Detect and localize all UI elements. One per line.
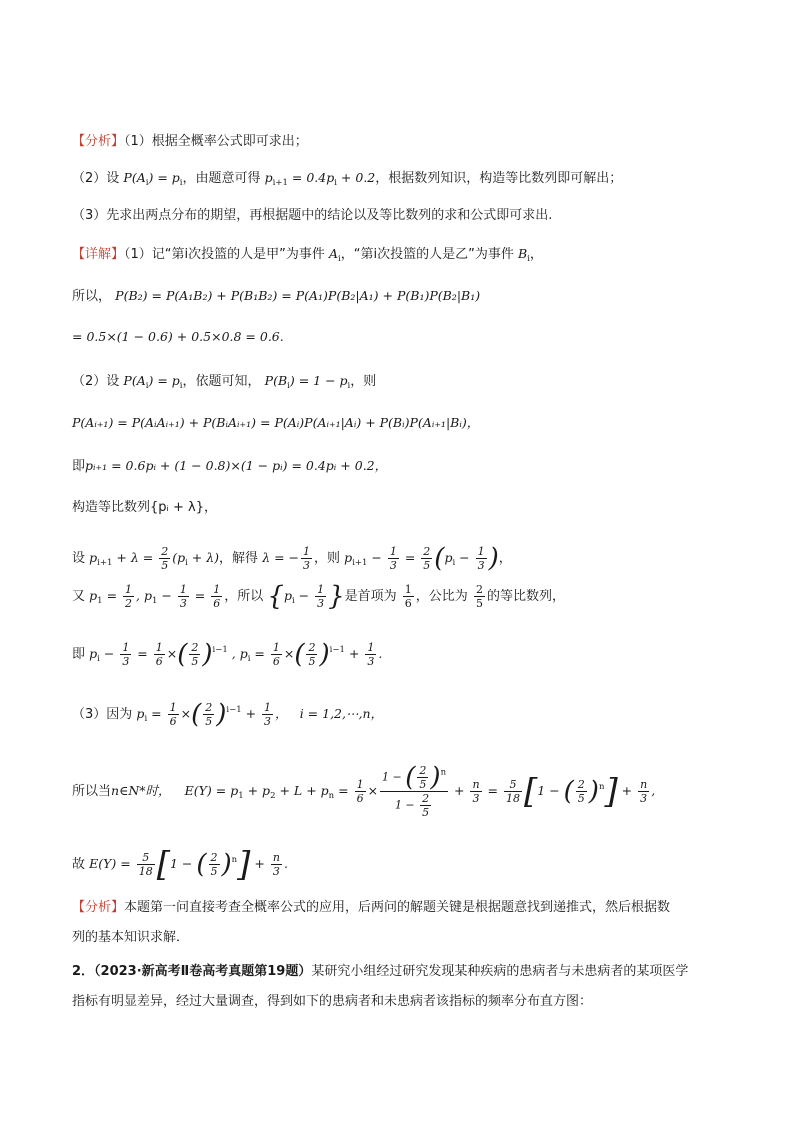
formula-recurrence: $p_{i+1} = 0.4p_i + 0.2$ xyxy=(264,170,376,188)
general-term: $p_i$ − $\frac{1}{3}$ = $\frac{1}{6}$ ×( $\frac{2}{5}$ )$^{i-1}$ , $p_i$ = $\frac{1}{6}$ ×( $\frac{2}{5}$ )$^{i-1}$ + $\frac{1}{3}$ . xyxy=(89,639,383,670)
detail-3-line xyxy=(72,690,383,739)
analysis-point-3: （3）先求出两点分布的期望，再根据题中的结论以及等比数列的求和公式即可求出. xyxy=(72,208,553,223)
index-range: i = 1,2,⋯,n， xyxy=(299,706,383,721)
pi-formula: $p_i$ = $\frac{1}{6}$ ×( $\frac{2}{5}$ )$^{i-1}$ + $\frac{1}{3}$ ， xyxy=(136,699,288,730)
shifted-eq: $p_{i+1}$ − $\frac{1}{3}$ = $\frac{2}{5}$ ($p_i$ − $\frac{1}{3}$ ) xyxy=(344,543,499,574)
lambda-eq: $p_{i+1} + \lambda$ = $\frac{2}{5}$ $(p_i + \lambda)$ xyxy=(89,545,220,572)
gongbi-label: ，公比为 xyxy=(415,589,468,604)
expectation-formula: $E(Y) = p_1 + p_2 + L + p_n$ = $\frac{1}{6}$ × 1 − ( $\frac{2}{5}$ )$^n$ 1 − $\frac{2}{5}$ + $\frac{n}{3}$ = $\frac{5}{18}$ [1 − ( $\frac{2}{5}$ )$^n$] + $\frac{n}{3}$ , xyxy=(184,762,656,819)
ji-label: 即 xyxy=(72,459,86,474)
formula-calc xyxy=(72,327,284,348)
general-term-line xyxy=(72,630,382,679)
total-prob-text: P(Aᵢ₊₁) = P(AᵢAᵢ₊₁) + P(BᵢAᵢ₊₁) = P(Aᵢ)P(Aᵢ₊₁|Aᵢ) + P(Bᵢ)P(Aᵢ₊₁|Bᵢ)， xyxy=(72,415,480,430)
analysis-point-2-pre: （2）设 xyxy=(72,171,120,186)
expectation-line xyxy=(72,752,655,831)
comment-line-1 xyxy=(72,898,670,918)
analysis-point-2-post: ，根据数列知识，构造等比数列即可解出； xyxy=(375,171,623,186)
detail-1-end: ， xyxy=(529,247,543,262)
sequence-set: {$p_i$ − $\frac{1}{3}$ } xyxy=(267,581,345,612)
lambda-value: λ = − $\frac{1}{3}$ xyxy=(262,545,311,572)
detail-2-mid: ，依题可知， xyxy=(182,374,261,389)
solve-label: ，解得 xyxy=(219,551,259,566)
suoyi-label: ，所以 xyxy=(224,589,264,604)
event-a: $A_i$ xyxy=(329,246,341,264)
n-in-label: n∈N*时， xyxy=(111,783,171,798)
first-term: $\frac{1}{6}$ xyxy=(404,583,412,610)
construct-line xyxy=(72,498,217,518)
ratio: $\frac{2}{5}$ xyxy=(475,583,483,610)
analysis-point-2-mid: ，由题意可得 xyxy=(182,171,261,186)
detail-tag: 【详解】 xyxy=(72,247,125,262)
formula-pb2: P(B₂) = P(A₁B₂) + P(B₁B₂) = P(A₁)P(B₂|A₁) + P(B₁)P(B₂|B₁) xyxy=(115,288,481,303)
calc-text: = 0.5×(1 − 0.6) + 0.5×0.8 = 0.6. xyxy=(72,329,284,344)
analysis-line-2 xyxy=(72,168,622,193)
event-b: $B_i$ xyxy=(518,246,530,264)
comment-tag: 【分析】 xyxy=(72,900,125,915)
question-source: （2023·新高考Ⅱ卷高考真题第19题） xyxy=(94,964,312,979)
analysis-point-1: （1）根据全概率公式即可求出； xyxy=(124,134,308,149)
detail-2-end: ，则 xyxy=(350,374,377,389)
so-label: 所以， xyxy=(72,289,112,304)
detail-2-recurrence xyxy=(72,456,387,477)
gu-label: 故 xyxy=(72,857,86,872)
you-label: 又 xyxy=(72,589,86,604)
lambda-line: 设 $p_{i+1} + \lambda$ = $\frac{2}{5}$ $(p_i + \lambda)$，解得 λ = − $\frac{1}{3}$ ，则 $p_{i+1}$ − $\frac{1}{3}$ = $\frac{2}{5}$ ($p_i$ − $\frac{1}{3}$ )， xyxy=(72,543,512,574)
detail-line-2 xyxy=(72,286,480,307)
question-2-line-1 xyxy=(72,962,688,982)
detail-3-pre: （3）因为 xyxy=(72,707,133,722)
initial-line xyxy=(72,578,565,619)
p1-value: $p_1$ = $\frac{1}{2}$ , $p_1$ − $\frac{1}{3}$ = $\frac{1}{6}$ xyxy=(89,583,221,610)
detail-2-line-1 xyxy=(72,371,376,396)
detail-2-pre: （2）设 xyxy=(72,374,120,389)
construct-text: 构造等比数列{pᵢ + λ}， xyxy=(72,500,217,515)
formula-pai: $P(A_i) = p_i$ xyxy=(123,373,183,391)
conclusion-formula: E(Y) = $\frac{5}{18}$ [1 − ( $\frac{2}{5}$ )$^n$] + $\frac{n}{3}$ . xyxy=(89,844,288,885)
analysis-tag: 【分析】 xyxy=(72,134,125,149)
formula-total-prob xyxy=(72,413,479,434)
conclusion-line xyxy=(72,838,288,887)
question-text-1: 某研究小组经过研究发现某种疾病的患病者与未患病者的某项医学 xyxy=(311,964,689,979)
ji-label-2: 即 xyxy=(72,647,86,662)
formula-def-pi: $P(A_i) = p_i$ xyxy=(123,170,183,188)
detail-1-mid: ，“第i次投篮的人是乙”为事件 xyxy=(340,247,514,262)
question-2-line-2: 指标有明显差异，经过大量调查，得到如下的患病者和未患病者该指标的频率分布直方图： xyxy=(72,994,593,1009)
ze-label: ，则 xyxy=(314,551,341,566)
shouxiang-label: 是首项为 xyxy=(344,589,397,604)
question-number: 2． xyxy=(72,964,95,979)
formula-pbi: $P(B_i) = 1 - p_i$ xyxy=(264,373,351,391)
dengbi-label: 的等比数列， xyxy=(486,589,565,604)
she-label: 设 xyxy=(72,551,86,566)
comment-text-1: 本题第一问直接考查全概率公式的应用，后两问的解题关键是根据题意找到递推式，然后根据数 xyxy=(124,900,671,915)
recurrence-text: pᵢ₊₁ = 0.6pᵢ + (1 − 0.8)×(1 − pᵢ) = 0.4pᵢ + 0.2， xyxy=(85,458,388,473)
so-when-label: 所以当 xyxy=(72,784,112,799)
detail-line-1 xyxy=(72,244,543,269)
detail-1-pre: （1）记“第i次投篮的人是甲”为事件 xyxy=(124,247,325,262)
comment-line-2: 列的基本知识求解． xyxy=(72,930,190,945)
analysis-line-1 xyxy=(72,132,308,152)
